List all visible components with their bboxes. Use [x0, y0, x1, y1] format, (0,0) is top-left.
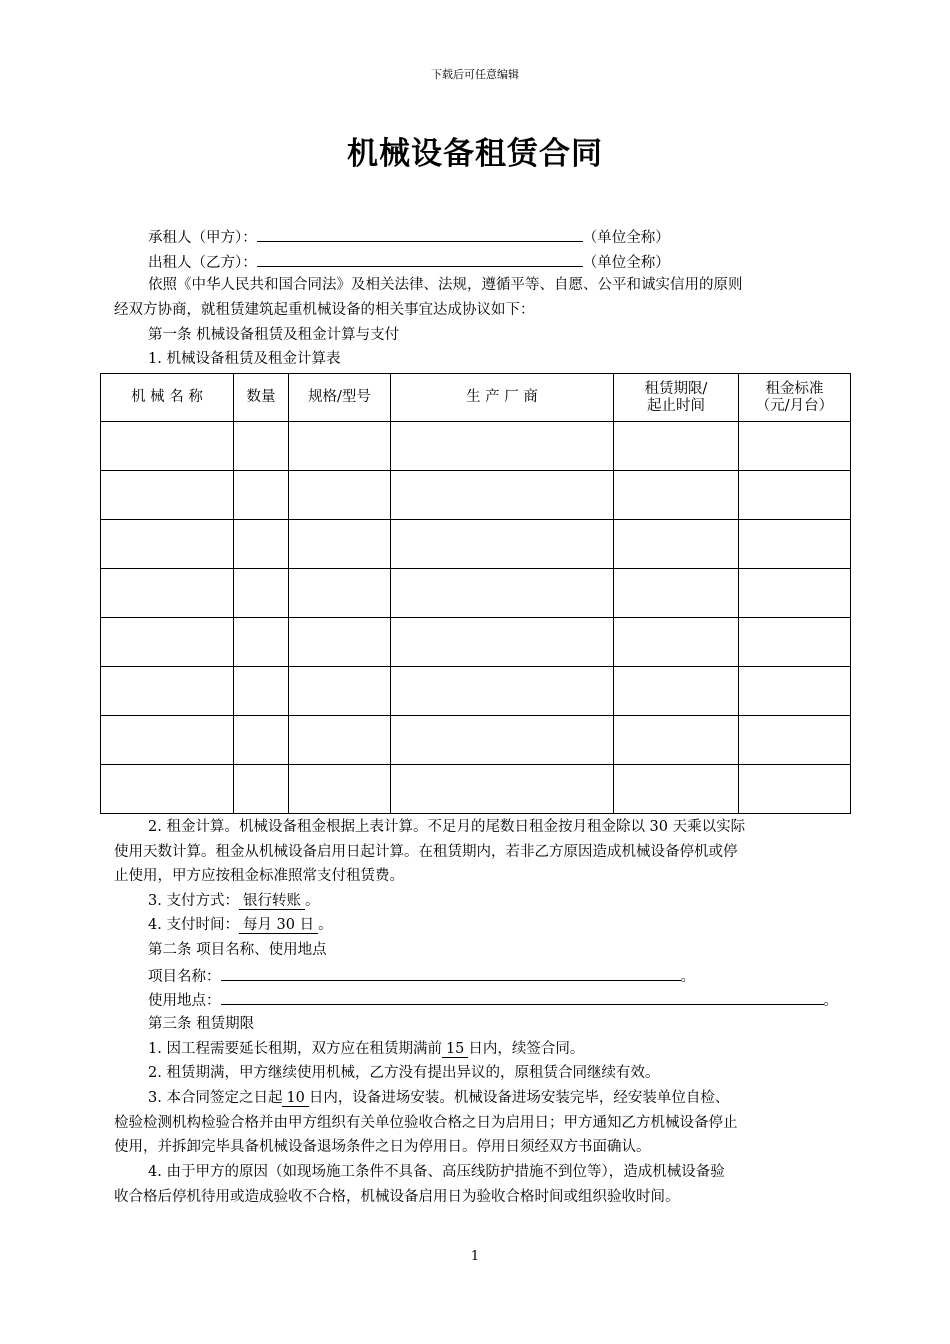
- table-row: [101, 667, 851, 716]
- term-para-4-line-1: 4. 由于甲方的原因（如现场施工条件不具备、高压线防护措施不到位等），造成机械设备验: [148, 1164, 725, 1180]
- payment-method-label: 3. 支付方式：: [148, 893, 239, 909]
- intro-line-1: 依照《中华人民共和国合同法》及相关法律、法规，遵循平等、自愿、公平和诚实信用的原则: [148, 277, 743, 293]
- table-cell[interactable]: [614, 422, 739, 471]
- table-cell[interactable]: [234, 716, 289, 765]
- table-cell[interactable]: [391, 422, 614, 471]
- table-cell[interactable]: [101, 667, 234, 716]
- term-para-3-line-3: 使用，并拆卸完毕具备机械设备退场条件之日为停用日。停用日须经双方书面确认。: [114, 1139, 651, 1155]
- col-header-period-line2: 起止时间: [647, 397, 705, 414]
- col-header-rate-line2: （元/月台）: [755, 397, 834, 414]
- table-cell[interactable]: [391, 716, 614, 765]
- table-cell[interactable]: [289, 422, 391, 471]
- location-field[interactable]: [221, 990, 824, 1005]
- article-2-heading: 第二条 项目名称、使用地点: [148, 942, 327, 958]
- table-row: [101, 569, 851, 618]
- table-cell[interactable]: [289, 471, 391, 520]
- term-para-3-line-2: 检验检测机构检验合格并由甲方组织有关单位验收合格之日为启用日；甲方通知乙方机械设备停止: [114, 1115, 738, 1131]
- table-cell[interactable]: [391, 667, 614, 716]
- term-para-3-b: 日内，设备进场安装。机械设备进场安装完毕，经安装单位自检、: [308, 1090, 730, 1106]
- table-cell[interactable]: [614, 765, 739, 814]
- term-para-3-a: 3. 本合同签定之日起: [148, 1090, 283, 1106]
- table-cell[interactable]: [739, 471, 851, 520]
- install-days-value[interactable]: 10: [282, 1090, 308, 1107]
- table-cell[interactable]: [289, 765, 391, 814]
- calc-line-1: 2. 租金计算。机械设备租金根据上表计算。不足月的尾数日租金按月租金除以 30 天乘以实际: [148, 819, 746, 835]
- table-cell[interactable]: [614, 716, 739, 765]
- table-row: [101, 765, 851, 814]
- term-para-1: [148, 1040, 584, 1058]
- col-header-rate-line1: 租金标准: [765, 380, 824, 397]
- table-cell[interactable]: [101, 716, 234, 765]
- table-cell[interactable]: [289, 569, 391, 618]
- table-cell[interactable]: [391, 520, 614, 569]
- table-row: [101, 471, 851, 520]
- intro-line-2: 经双方协商，就租赁建筑起重机械设备的相关事宜达成协议如下：: [114, 302, 535, 318]
- table-cell[interactable]: [739, 520, 851, 569]
- article-3-heading: 第三条 租赁期限: [148, 1016, 255, 1032]
- document-title: 机械设备租赁合同: [347, 136, 603, 172]
- payment-method-value[interactable]: 银行转账: [239, 893, 305, 910]
- table-cell[interactable]: [614, 471, 739, 520]
- payment-time-label: 4. 支付时间：: [148, 917, 239, 933]
- lessor-full-name-note: （单位全称）: [582, 255, 670, 271]
- lessee-name-field[interactable]: [257, 227, 583, 242]
- calc-line-3: 止使用，甲方应按租金标准照常支付租赁费。: [114, 868, 404, 884]
- table-cell[interactable]: [739, 618, 851, 667]
- term-para-3: [148, 1089, 729, 1107]
- table-body: [101, 422, 851, 814]
- table-cell[interactable]: [739, 667, 851, 716]
- table-cell[interactable]: [614, 667, 739, 716]
- location-label: 使用地点：: [148, 993, 221, 1009]
- table-cell[interactable]: [739, 569, 851, 618]
- table-cell[interactable]: [614, 569, 739, 618]
- table-row: [101, 422, 851, 471]
- table-header-row: [101, 374, 851, 422]
- table-cell[interactable]: [101, 765, 234, 814]
- table-cell[interactable]: [234, 422, 289, 471]
- table-cell[interactable]: [101, 520, 234, 569]
- lessor-label: 出租人（乙方）：: [148, 255, 257, 271]
- table-cell[interactable]: [391, 569, 614, 618]
- table-cell[interactable]: [391, 471, 614, 520]
- project-name-line: [148, 966, 695, 986]
- col-header-name: 机 械 名 称: [101, 374, 234, 422]
- table-cell[interactable]: [234, 569, 289, 618]
- lessee-full-name-note: （单位全称）: [582, 230, 670, 246]
- table-cell[interactable]: [739, 716, 851, 765]
- table-cell[interactable]: [614, 520, 739, 569]
- location-end: 。: [823, 993, 838, 1009]
- renewal-days-value[interactable]: 15: [442, 1041, 468, 1058]
- term-para-1-a: 1. 因工程需要延长租期，双方应在租赁期满前: [148, 1041, 442, 1057]
- table-cell[interactable]: [234, 765, 289, 814]
- location-line: [148, 990, 838, 1010]
- lessee-label: 承租人（甲方）：: [148, 230, 257, 246]
- project-name-end: 。: [680, 969, 695, 985]
- term-para-1-b: 日内，续签合同。: [468, 1041, 585, 1057]
- table-cell[interactable]: [739, 422, 851, 471]
- table-cell[interactable]: [234, 471, 289, 520]
- col-header-period-line1: 租赁期限/: [644, 380, 708, 397]
- page-header-note: 下载后可任意编辑: [431, 68, 519, 81]
- table-cell[interactable]: [234, 618, 289, 667]
- payment-time-end: 。: [318, 917, 333, 933]
- table-cell[interactable]: [101, 471, 234, 520]
- table-cell[interactable]: [234, 520, 289, 569]
- payment-time-line: [148, 916, 333, 934]
- payment-method-line: [148, 892, 319, 910]
- page-number: 1: [470, 1249, 480, 1264]
- table-row: [101, 716, 851, 765]
- table-cell[interactable]: [101, 422, 234, 471]
- rental-table: [100, 373, 851, 814]
- table-cell[interactable]: [101, 569, 234, 618]
- calc-line-2: 使用天数计算。租金从机械设备启用日起计算。在租赁期内，若非乙方原因造成机械设备停机或停: [114, 844, 738, 860]
- project-name-label: 项目名称：: [148, 969, 221, 985]
- col-header-period: [614, 374, 739, 422]
- term-para-4-line-2: 收合格后停机待用或造成验收不合格，机械设备启用日为验收合格时间或组织验收时间。: [114, 1189, 680, 1205]
- payment-method-end: 。: [304, 893, 320, 909]
- table-cell[interactable]: [289, 667, 391, 716]
- table-cell[interactable]: [614, 618, 739, 667]
- col-header-rate: [739, 374, 851, 422]
- table-cell[interactable]: [391, 765, 614, 814]
- table-row: [101, 618, 851, 667]
- lessor-name-field[interactable]: [257, 252, 583, 267]
- table-cell[interactable]: [289, 520, 391, 569]
- col-header-qty: 数量: [234, 374, 289, 422]
- table-cell[interactable]: [391, 618, 614, 667]
- table-cell[interactable]: [739, 765, 851, 814]
- project-name-field[interactable]: [221, 966, 681, 981]
- term-para-2: 2. 租赁期满，甲方继续使用机械，乙方没有提出异议的，原租赁合同继续有效。: [148, 1065, 660, 1081]
- col-header-maker: 生 产 厂 商: [391, 374, 614, 422]
- col-header-spec: 规格/型号: [289, 374, 391, 422]
- table-cell[interactable]: [234, 667, 289, 716]
- lessor-line: [148, 252, 670, 272]
- table-cell[interactable]: [289, 618, 391, 667]
- table-cell[interactable]: [289, 716, 391, 765]
- table-cell[interactable]: [101, 618, 234, 667]
- table-row: [101, 520, 851, 569]
- article-1-heading: 第一条 机械设备租赁及租金计算与支付: [148, 327, 400, 343]
- payment-time-value[interactable]: 每月 30 日: [239, 917, 318, 934]
- table-caption: 1. 机械设备租赁及租金计算表: [148, 351, 341, 367]
- lessee-line: [148, 227, 670, 247]
